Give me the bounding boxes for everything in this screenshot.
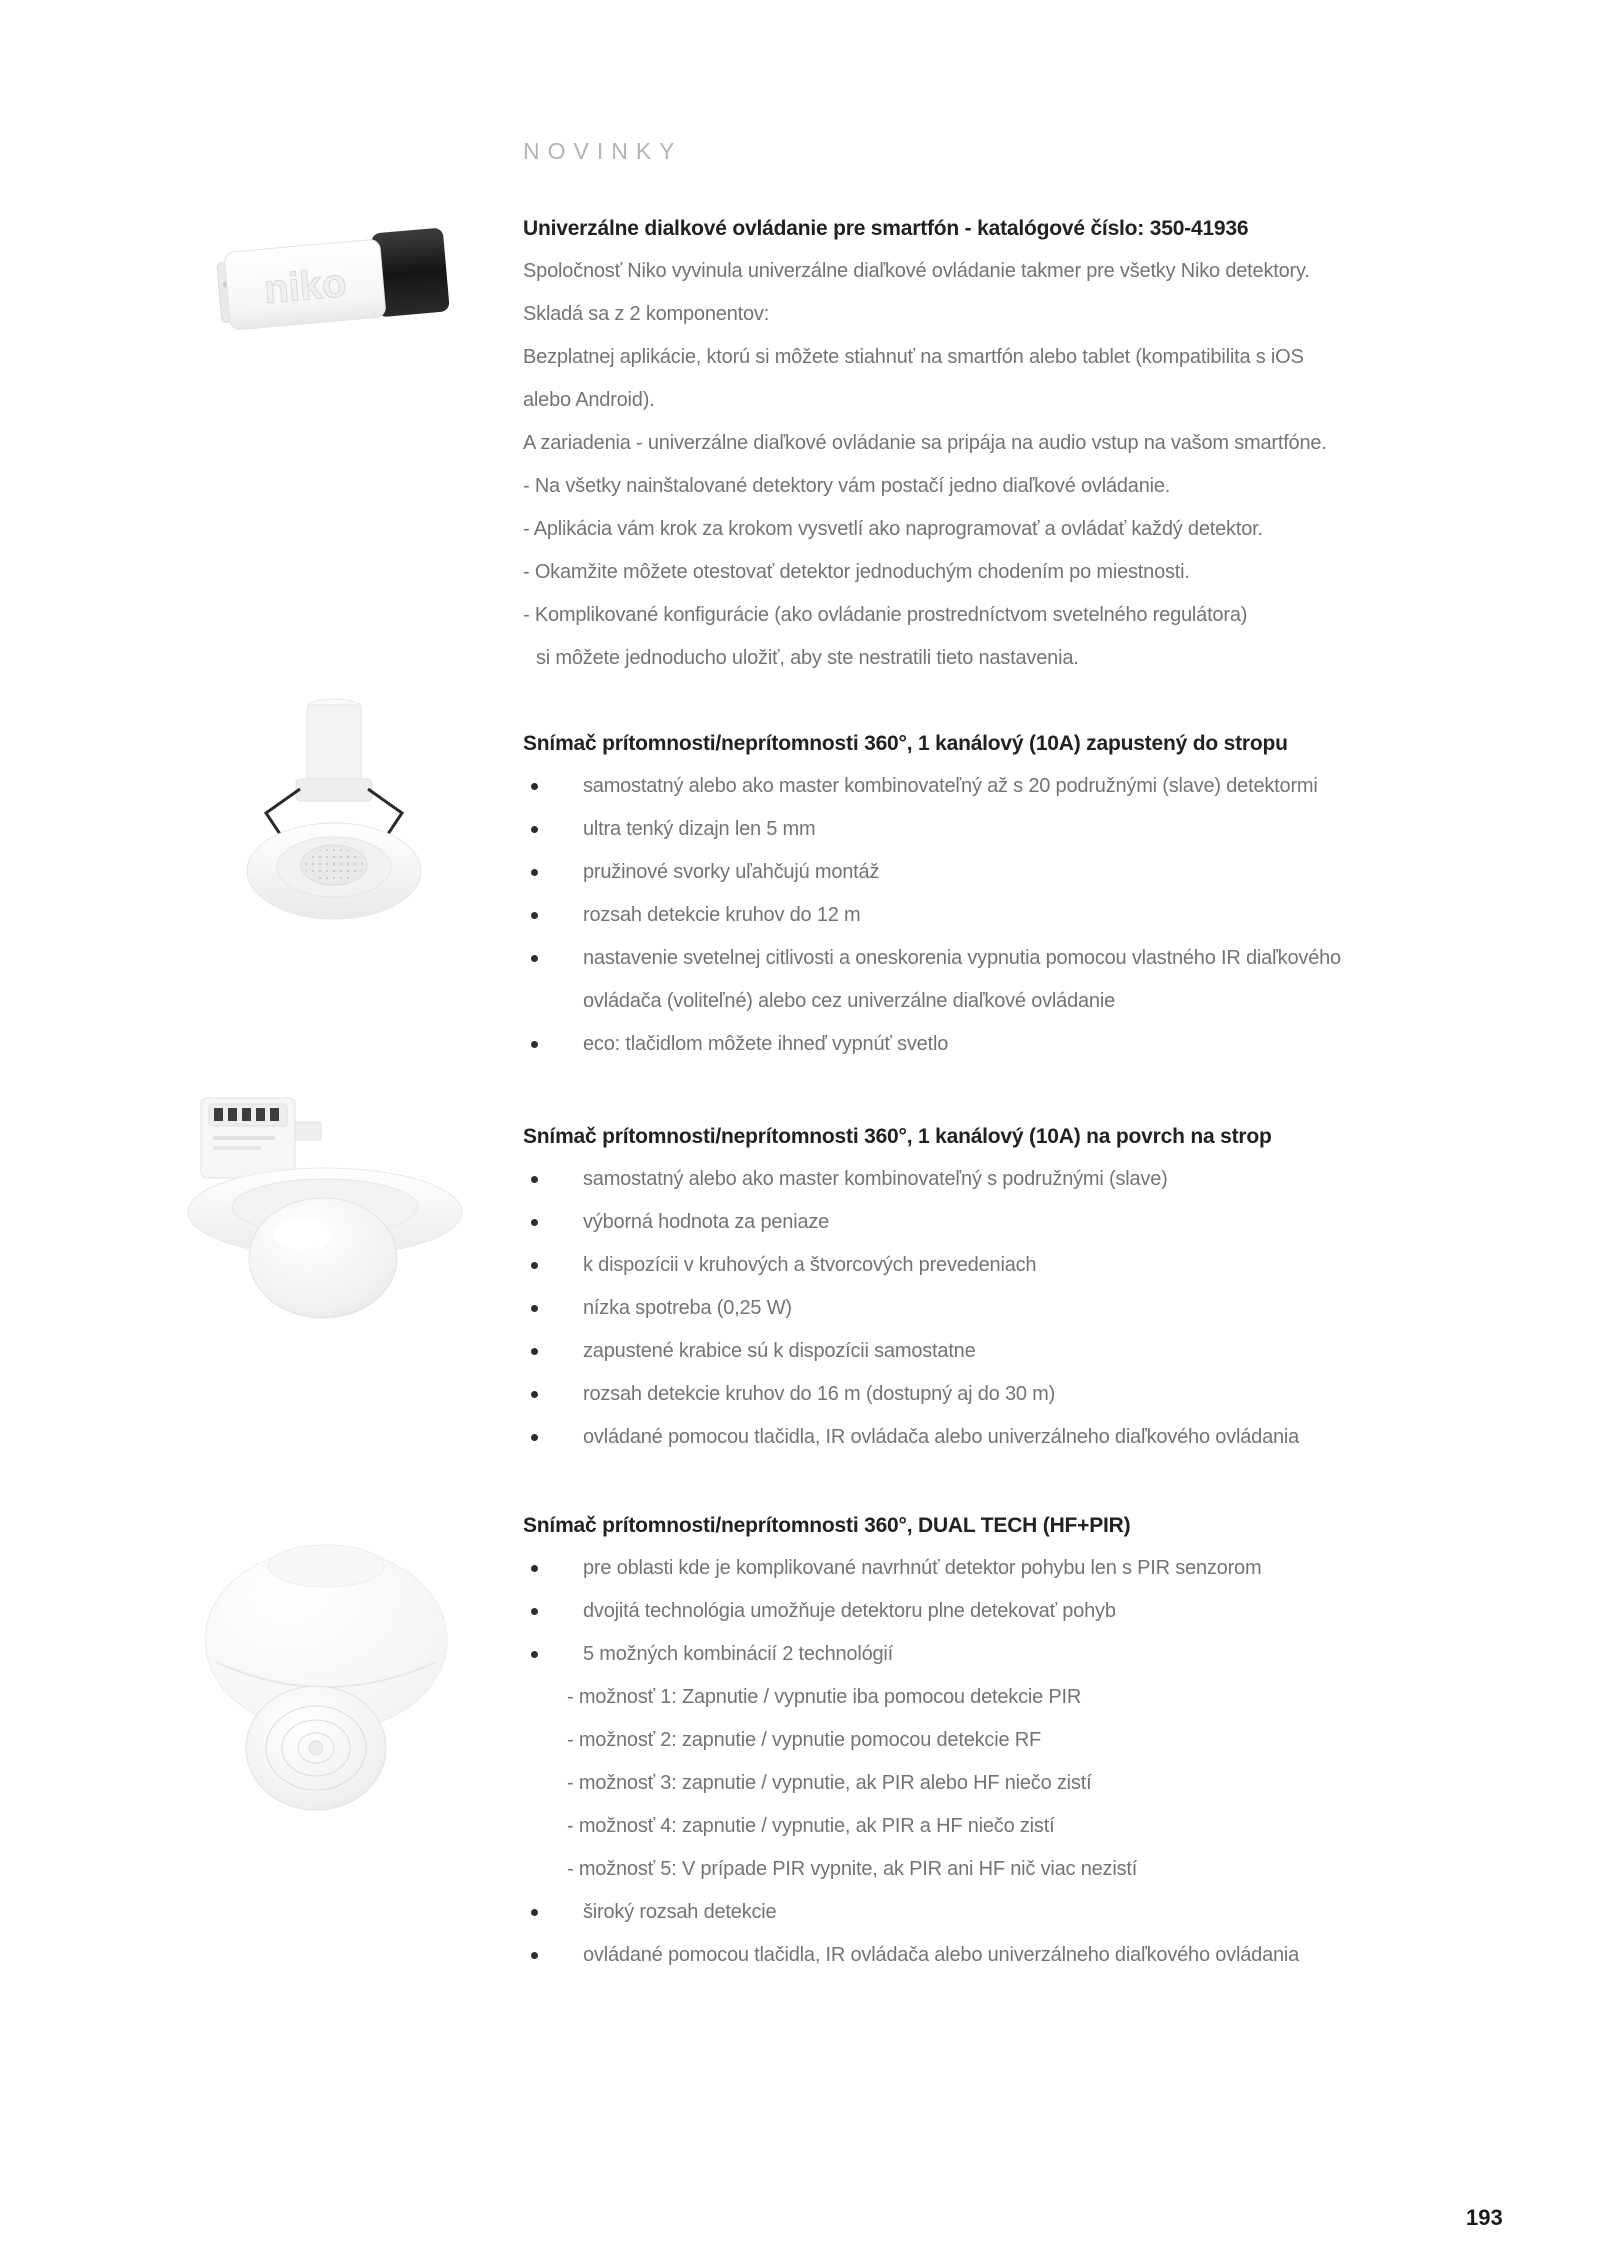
bullet-item: pre oblasti kde je komplikované navrhnúť detektor pohybu len s PIR senzorom bbox=[523, 1547, 1383, 1590]
terminal-slot bbox=[228, 1108, 237, 1121]
bullet-item: eco: tlačidlom môžete ihneď vypnúť svetlo bbox=[523, 1023, 1383, 1066]
sub-option-item: - možnosť 1: Zapnutie / vypnutie iba pomocou detekcie PIR bbox=[567, 1686, 1082, 1708]
text-line: Spoločnosť Niko vyvinula univerzálne diaľkové ovládanie takmer pre všetky Niko detektory. bbox=[523, 260, 1310, 282]
section-universal-remote bbox=[523, 207, 1383, 680]
sub-option-item: - možnosť 2: zapnutie / vypnutie pomocou detekcie RF bbox=[567, 1729, 1042, 1751]
text-line: - Okamžite môžete otestovať detektor jednoduchým chodením po miestnosti. bbox=[523, 561, 1190, 583]
text-line: - Komplikované konfigurácie (ako ovládanie prostredníctvom svetelného regulátora) bbox=[523, 604, 1248, 626]
bullet-item: ovládané pomocou tlačidla, IR ovládača alebo univerzálneho diaľkového ovládania bbox=[523, 1416, 1383, 1459]
detector-dome bbox=[249, 1198, 397, 1318]
remote-dongle bbox=[215, 227, 449, 331]
text-line: Skladá sa z 2 komponentov: bbox=[523, 303, 770, 325]
bullet-item-continuation: ovládača (voliteľné) alebo cez univerzálne diaľkové ovládanie bbox=[583, 990, 1116, 1012]
text-line: - Aplikácia vám krok za krokom vysvetlí ako naprogramovať a ovládať každý detektor. bbox=[523, 518, 1263, 540]
section-dual-tech-detector bbox=[523, 1504, 1383, 1977]
bullet-item: nízka spotreba (0,25 W) bbox=[523, 1287, 1383, 1330]
bullet-item: nastavenie svetelnej citlivosti a oneskorenia vypnutia pomocou vlastného IR diaľkového bbox=[523, 937, 1383, 980]
product-photo-flush-mount-detector bbox=[240, 693, 425, 958]
text-line: si môžete jednoducho uložiť, aby ste nestratili tieto nastavenia. bbox=[536, 647, 1079, 669]
text-line: - Na všetky nainštalované detektory vám postačí jedno diaľkové ovládanie. bbox=[523, 475, 1171, 497]
bullet-item: rozsah detekcie kruhov do 12 m bbox=[523, 894, 1383, 937]
section-title: Univerzálne dialkové ovládanie pre smartfón - katalógové číslo: 350-41936 bbox=[523, 217, 1249, 240]
section-surface-mount-detector bbox=[523, 1115, 1383, 1459]
bullet-item: rozsah detekcie kruhov do 16 m (dostupný aj do 30 m) bbox=[523, 1373, 1383, 1416]
text-line: Bezplatnej aplikácie, ktorú si môžete stiahnuť na smartfón alebo tablet (kompatibilita s iOS bbox=[523, 346, 1304, 368]
product-photo-universal-remote bbox=[205, 213, 465, 353]
text-line: A zariadenia - univerzálne diaľkové ovládanie sa pripája na audio vstup na vašom smartfóne. bbox=[523, 432, 1327, 454]
bullet-item: výborná hodnota za peniaze bbox=[523, 1201, 1383, 1244]
bullet-item: ovládané pomocou tlačidla, IR ovládača alebo univerzálneho diaľkového ovládania bbox=[523, 1934, 1383, 1977]
bullet-item: k dispozícii v kruhových a štvorcových prevedeniach bbox=[523, 1244, 1383, 1287]
terminal-slot bbox=[270, 1108, 279, 1121]
detector-cylinder bbox=[307, 705, 361, 783]
product-photo-surface-mount-detector bbox=[183, 1090, 468, 1325]
bullet-item: samostatný alebo ako master kombinovateľný až s 20 podružnými (slave) detektormi bbox=[523, 765, 1383, 808]
text-line: alebo Android). bbox=[523, 389, 655, 411]
bullet-item: 5 možných kombinácií 2 technológií bbox=[523, 1633, 1383, 1676]
bullet-item: zapustené krabice sú k dispozícii samostatne bbox=[523, 1330, 1383, 1373]
section-title: Snímač prítomnosti/neprítomnosti 360°, 1 kanálový (10A) zapustený do stropu bbox=[523, 732, 1288, 755]
product-photo-dual-tech-detector bbox=[198, 1522, 453, 1817]
terminal-slot bbox=[256, 1108, 265, 1121]
bullet-item: široký rozsah detekcie bbox=[523, 1891, 1383, 1934]
bullet-item: samostatný alebo ako master kombinovateľný s podružnými (slave) bbox=[523, 1158, 1383, 1201]
bullet-item: pružinové svorky uľahčujú montáž bbox=[523, 851, 1383, 894]
detector-collar bbox=[296, 779, 372, 801]
brand-embossed-text: niko bbox=[262, 261, 349, 313]
sub-option-item: - možnosť 3: zapnutie / vypnutie, ak PIR alebo HF niečo zistí bbox=[567, 1772, 1092, 1794]
section-flush-mount-detector bbox=[523, 722, 1383, 1066]
dome-highlight bbox=[273, 1219, 329, 1249]
sub-option-item: - možnosť 5: V prípade PIR vypnite, ak PIR ani HF nič viac nezistí bbox=[567, 1858, 1138, 1880]
page-header: NOVINKY bbox=[523, 138, 683, 164]
detector-top-cap bbox=[268, 1545, 384, 1587]
lens-honeycomb bbox=[304, 848, 364, 882]
terminal-slot bbox=[242, 1108, 251, 1121]
bullet-item: dvojitá technológia umožňuje detektoru plne detekovať pohyb bbox=[523, 1590, 1383, 1633]
bullet-item: ultra tenký dizajn len 5 mm bbox=[523, 808, 1383, 851]
page-number: 193 bbox=[1466, 2205, 1503, 2230]
module-label-line bbox=[213, 1136, 275, 1140]
module-label-line bbox=[213, 1146, 261, 1150]
module-connector bbox=[295, 1122, 321, 1140]
lens-center bbox=[309, 1741, 323, 1755]
section-title: Snímač prítomnosti/neprítomnosti 360°, 1 kanálový (10A) na povrch na strop bbox=[523, 1125, 1272, 1148]
section-title: Snímač prítomnosti/neprítomnosti 360°, DUAL TECH (HF+PIR) bbox=[523, 1514, 1131, 1537]
terminal-slot bbox=[214, 1108, 223, 1121]
sub-option-item: - možnosť 4: zapnutie / vypnutie, ak PIR a HF niečo zistí bbox=[567, 1815, 1055, 1837]
